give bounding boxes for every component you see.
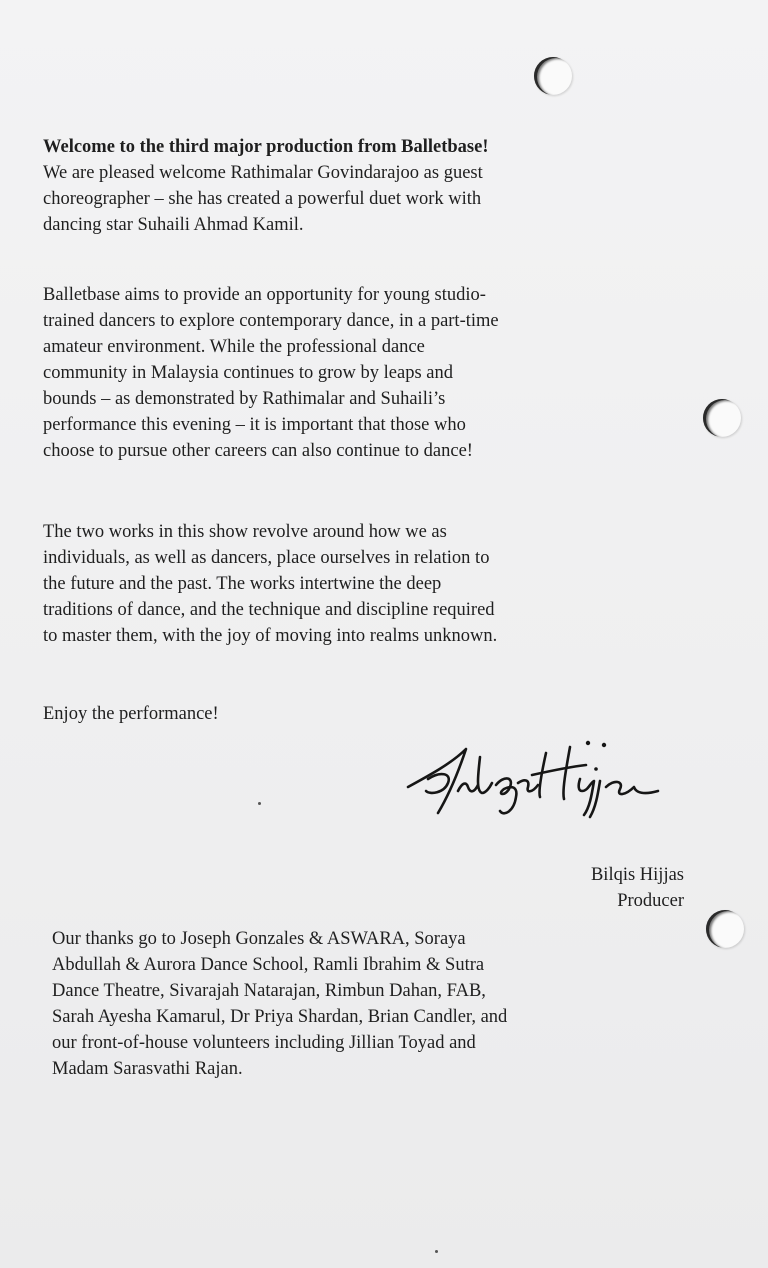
signer-name: Bilqis Hijjas [590, 865, 684, 885]
text-line: choose to pursue other careers can also continue to dance! [43, 441, 473, 461]
text-line: amateur environment. While the professional dance [43, 337, 425, 357]
text-line: to master them, with the joy of moving into realms unknown. [43, 626, 498, 646]
binder-hole-bottom [706, 910, 744, 948]
text-line: performance this evening – it is important that those who [43, 415, 466, 435]
text-line: Madam Sarasvathi Rajan. [52, 1059, 243, 1079]
signer-block [591, 862, 684, 914]
text-line: The two works in this show revolve around how we as [43, 522, 447, 542]
paragraph-welcome [43, 160, 688, 238]
text-line: traditions of dance, and the technique and discipline required [43, 600, 495, 620]
text-line: dancing star Suhaili Ahmad Kamil. [43, 215, 304, 235]
closing-line: Enjoy the performance! [43, 704, 219, 724]
text-line: our front-of-house volunteers including Jillian Toyad and [52, 1033, 476, 1053]
text-line: Dance Theatre, Sivarajah Natarajan, Rimbun Dahan, FAB, [52, 981, 486, 1001]
paper-speck [258, 802, 261, 805]
binder-hole-top [534, 57, 572, 95]
binder-hole-middle [703, 399, 741, 437]
paragraph-thanks [52, 926, 697, 1082]
text-line: Our thanks go to Joseph Gonzales & ASWARA, Soraya [52, 929, 466, 949]
signer-role: Producer [617, 891, 684, 911]
text-line: individuals, as well as dancers, place ourselves in relation to [43, 548, 490, 568]
paragraph-works [43, 519, 688, 649]
text-line: Sarah Ayesha Kamarul, Dr Priya Shardan, Brian Candler, and [52, 1007, 508, 1027]
handwritten-signature [400, 735, 670, 825]
text-line: choreographer – she has created a powerful duet work with [43, 189, 482, 209]
text-line: the future and the past. The works intertwine the deep [43, 574, 442, 594]
text-line: We are pleased welcome Rathimalar Govindarajoo as guest [43, 163, 483, 183]
text-line: bounds – as demonstrated by Rathimalar and Suhaili’s [43, 389, 446, 409]
text-line: Abdullah & Aurora Dance School, Ramli Ibrahim & Sutra [52, 955, 485, 975]
paper-speck [435, 1250, 438, 1253]
text-line: trained dancers to explore contemporary dance, in a part-time [43, 311, 499, 331]
letter-heading: Welcome to the third major production from Balletbase! [43, 137, 489, 157]
text-line: community in Malaysia continues to grow by leaps and [43, 363, 454, 383]
text-line: Balletbase aims to provide an opportunity for young studio- [43, 285, 486, 305]
paragraph-mission [43, 282, 688, 464]
